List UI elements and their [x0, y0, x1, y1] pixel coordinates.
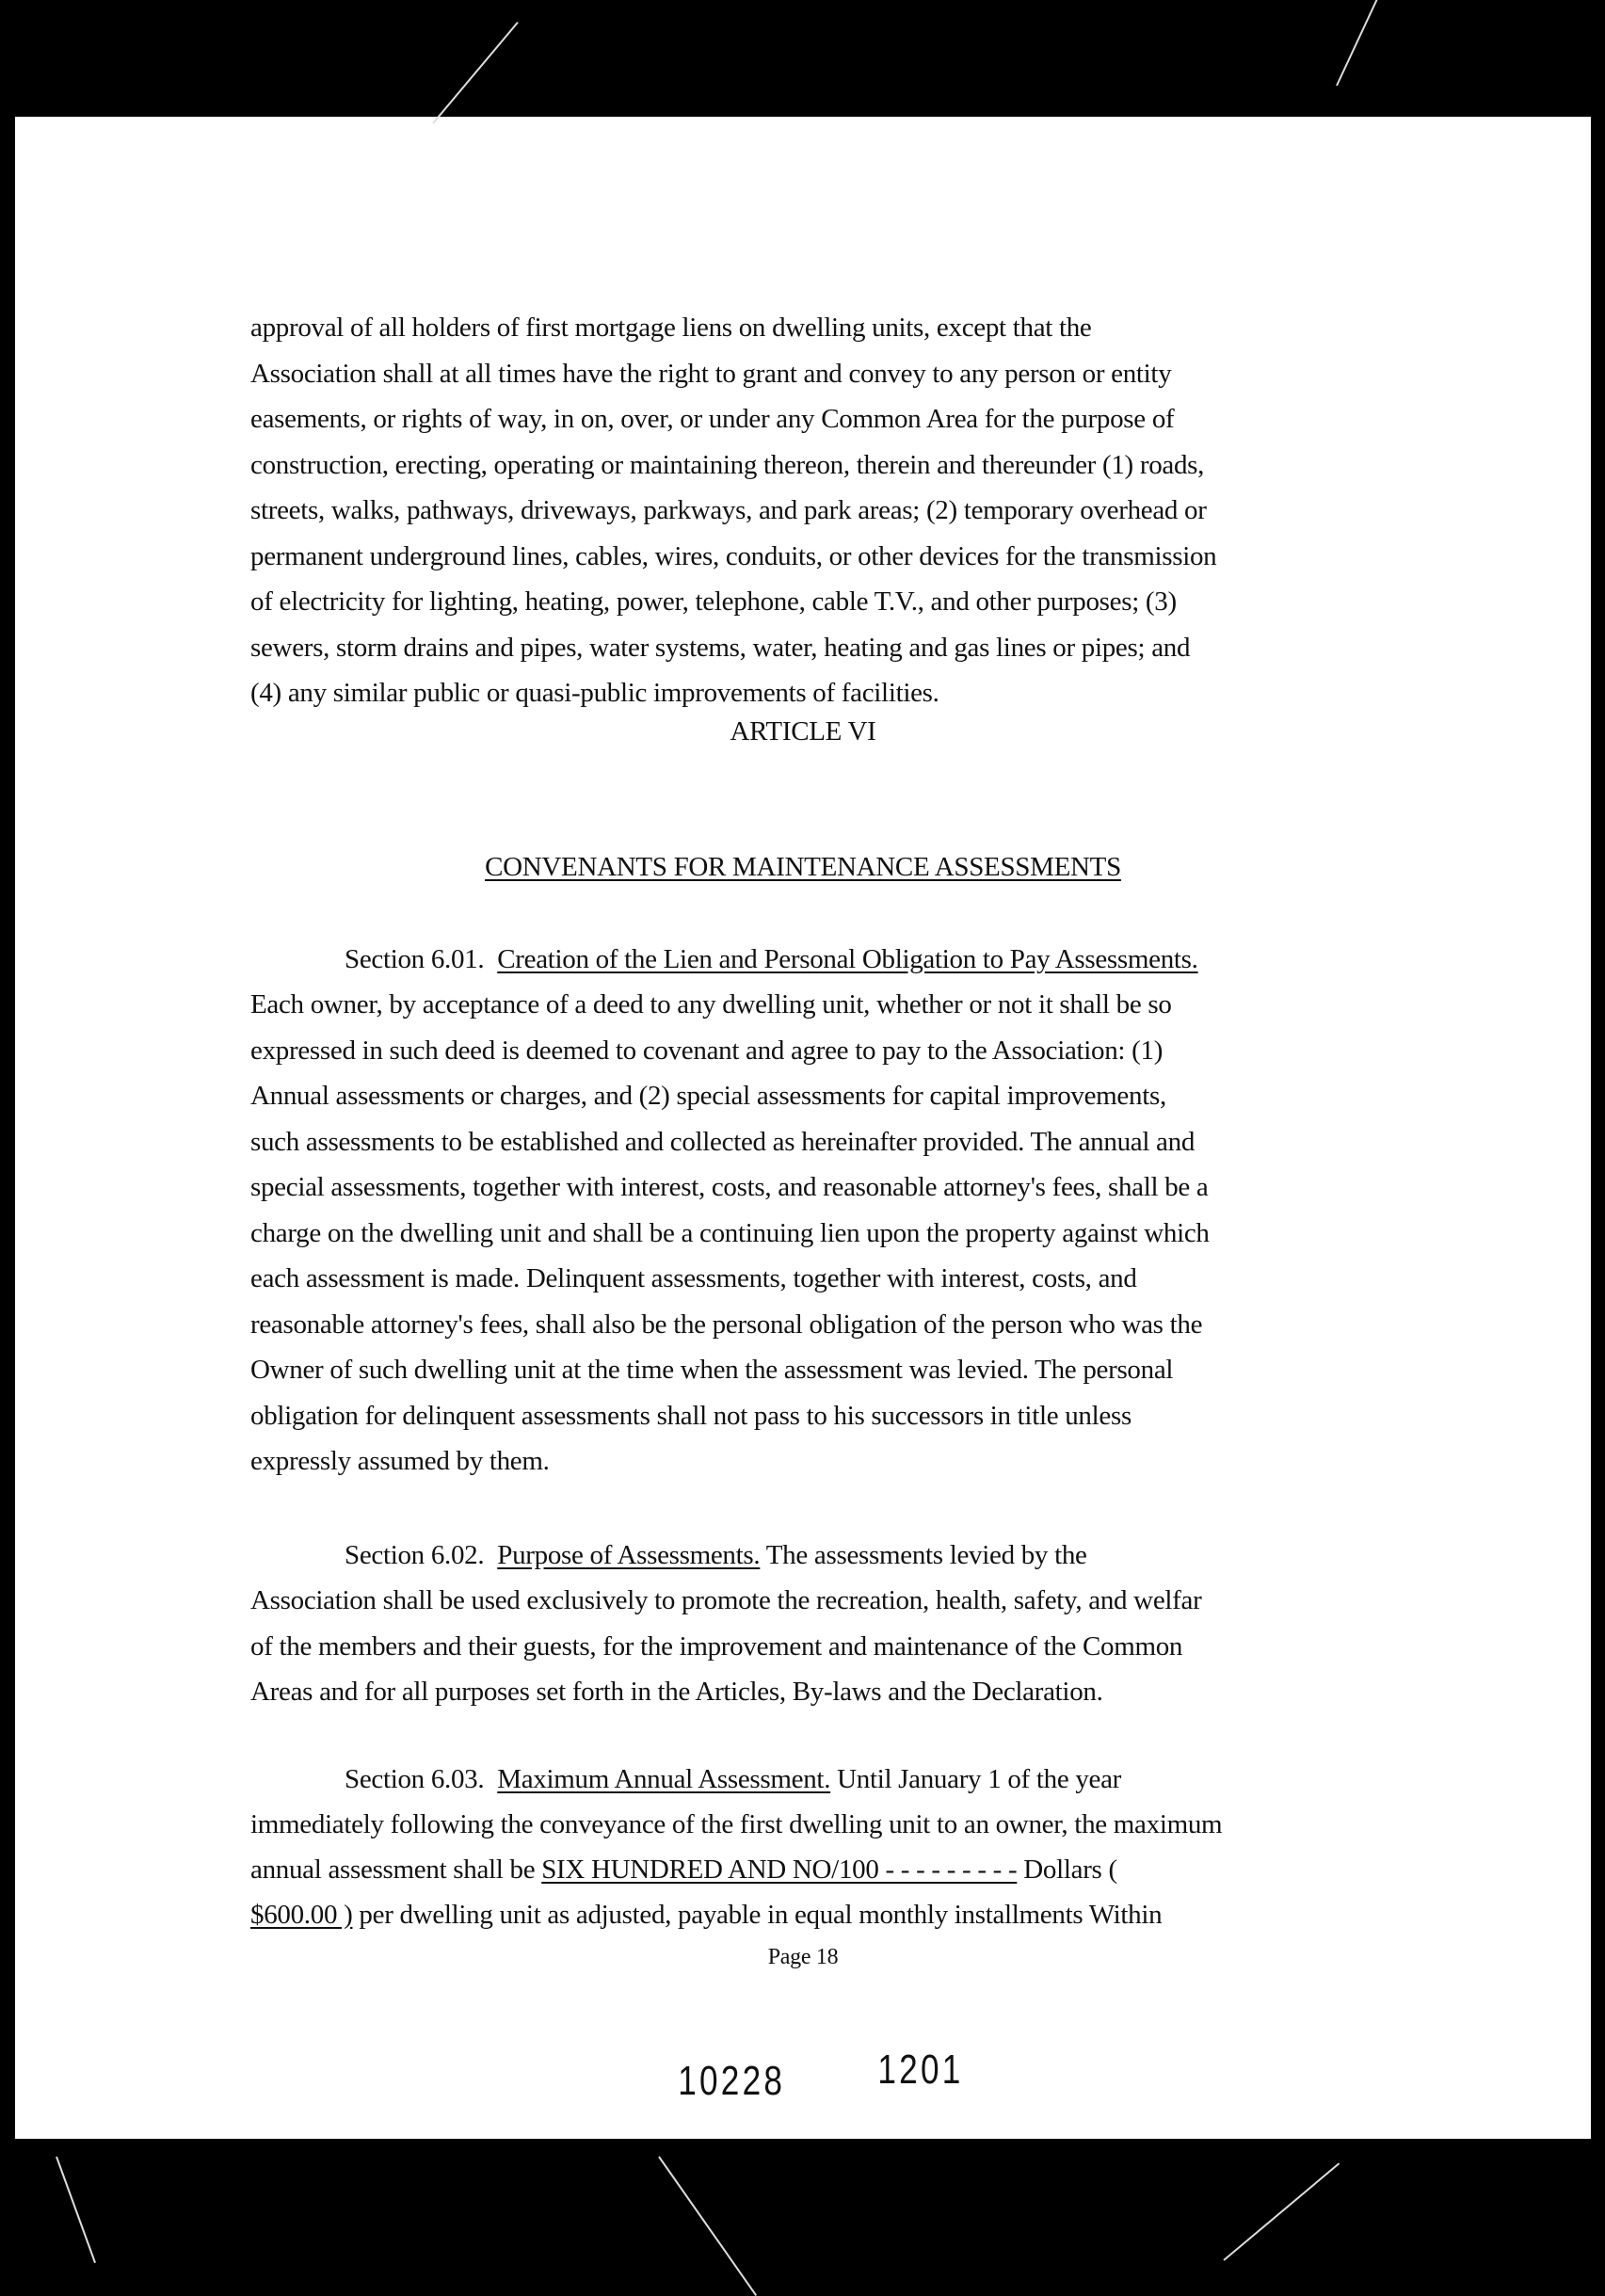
text-line: permanent underground lines, cables, wires, conduits, or other devices for the transmission — [250, 540, 1217, 571]
recording-stamp-right: 1201 — [877, 2047, 964, 2093]
scan-artifact — [56, 2157, 96, 2263]
heading-text: CONVENANTS FOR MAINTENANCE ASSESSMENTS — [485, 852, 1121, 882]
scan-artifact — [658, 2156, 757, 2296]
section-601-title-line — [345, 943, 1198, 975]
text-line: Owner of such dwelling unit at the time when the assessment was levied. The personal — [250, 1355, 1174, 1385]
section-heading — [15, 851, 1591, 883]
text-line — [250, 1899, 1162, 1931]
section-title: Maximum Annual Assessment. — [497, 1764, 831, 1794]
text-line: Association shall be used exclusively to promote the recreation, health, safety, and welfar — [250, 1585, 1202, 1615]
article-title: ARTICLE VI — [730, 716, 876, 747]
amount-words: SIX HUNDRED AND NO/100 - - - - - - - - - — [541, 1854, 1018, 1885]
text-line: of the members and their guests, for the improvement and maintenance of the Common — [250, 1630, 1183, 1662]
text-line — [250, 1854, 1117, 1886]
text-line: sewers, storm drains and pipes, water systems, water, heating and gas lines or pipes; and — [250, 632, 1191, 663]
text-line: immediately following the conveyance of the first dwelling unit to an owner, the maximum — [250, 1809, 1223, 1839]
section-label: Section 6.02. — [345, 1540, 485, 1570]
text-line: Each owner, by acceptance of a deed to any dwelling unit, whether or not it shall be so — [250, 989, 1172, 1020]
scan-artifact — [1336, 0, 1386, 86]
recording-stamp-left: 10228 — [678, 2058, 786, 2104]
text-segment: annual assessment shall be — [250, 1854, 542, 1885]
text-segment: Dollars ( — [1017, 1854, 1117, 1885]
section-title: Purpose of Assessments. — [497, 1540, 761, 1570]
text-line: streets, walks, pathways, driveways, parkways, and park areas; (2) temporary overhead or — [250, 495, 1207, 525]
amount-number: $600.00 ) — [250, 1900, 353, 1930]
text-line: obligation for delinquent assessments shall not pass to his successors in title unless — [250, 1400, 1132, 1431]
section-603-title-line — [345, 1763, 1121, 1795]
text-line: Annual assessments or charges, and (2) special assessments for capital improvements, — [250, 1081, 1166, 1111]
text-line: special assessments, together with interest, costs, and reasonable attorney's fees, shall be a — [250, 1172, 1209, 1202]
text-line: such assessments to be established and collected as hereinafter provided. The annual and — [250, 1126, 1196, 1157]
section-title: Creation of the Lien and Personal Obligation to Pay Assessments. — [497, 944, 1198, 974]
text-line: each assessment is made. Delinquent assessments, together with interest, costs, and — [250, 1263, 1137, 1293]
text-line: approval of all holders of first mortgage liens on dwelling units, except that the — [250, 313, 1092, 343]
section-602-title-line — [345, 1539, 1087, 1571]
text-line: reasonable attorney's fees, shall also be the personal obligation of the person who was the — [250, 1309, 1203, 1340]
text-line: easements, or rights of way, in on, over, or under any Common Area for the purpose of — [250, 404, 1175, 434]
text-line: expressly assumed by them. — [250, 1446, 550, 1476]
section-label: Section 6.01. — [345, 944, 485, 974]
text-line: (4) any similar public or quasi-public improvements of facilities. — [250, 678, 939, 708]
section-label: Section 6.03. — [345, 1764, 485, 1794]
text-line: expressed in such deed is deemed to covenant and agree to pay to the Association: (1) — [250, 1035, 1164, 1066]
text-segment: per dwelling unit as adjusted, payable in equal monthly installments Within — [352, 1900, 1163, 1930]
scan-artifact — [432, 22, 519, 124]
text-line: Areas and for all purposes set forth in the Articles, By-laws and the Declaration. — [250, 1677, 1103, 1707]
section-text: Until January 1 of the year — [830, 1764, 1122, 1794]
text-line: construction, erecting, operating or maintaining thereon, therein and thereunder (1) roads, — [250, 449, 1205, 480]
section-text: The assessments levied by the — [760, 1540, 1087, 1570]
document-page — [15, 117, 1591, 2139]
text-line: charge on the dwelling unit and shall be a continuing lien upon the property against which — [250, 1217, 1210, 1248]
scan-artifact — [1223, 2162, 1340, 2260]
text-line: Association shall at all times have the right to grant and convey to any person or entity — [250, 358, 1172, 389]
page-number: Page 18 — [767, 1945, 839, 1969]
text-line: of electricity for lighting, heating, power, telephone, cable T.V., and other purposes; (3) — [250, 586, 1177, 617]
